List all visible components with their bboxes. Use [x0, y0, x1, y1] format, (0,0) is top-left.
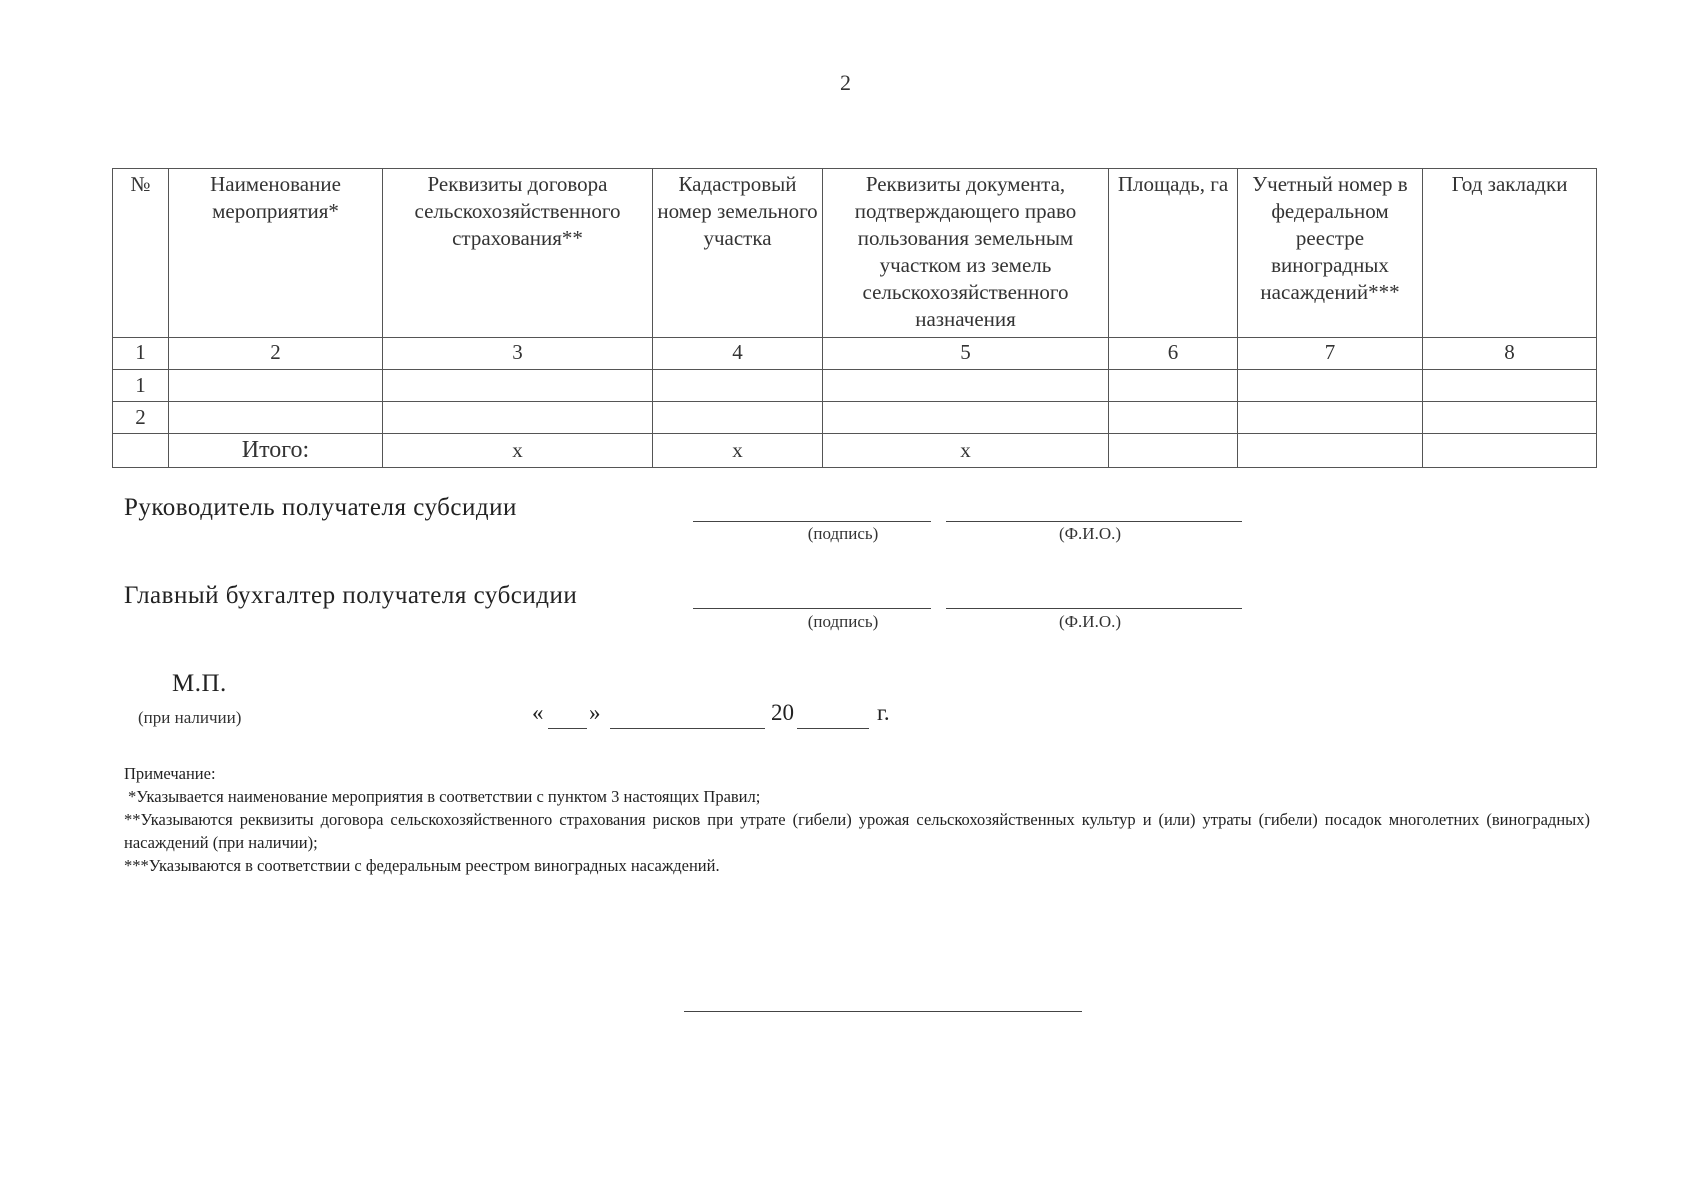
- table-cell: [383, 402, 653, 434]
- column-number-cell: 6: [1109, 338, 1238, 370]
- date-day-line[interactable]: [548, 728, 587, 729]
- head-name-caption: (Ф.И.О.): [1058, 524, 1122, 543]
- date-month-line[interactable]: [610, 728, 765, 729]
- header-cell: Реквизиты договора сельскохозяйственного страхования**: [383, 169, 653, 338]
- total-cell: [1423, 434, 1597, 468]
- date-year-line[interactable]: [797, 728, 869, 729]
- note-item: **Указываются реквизиты договора сельскохозяйственного страхования рисков при утрате (гибели) урожая сельскохозяйственных культур и (или) утраты (гибели) посадок многолетних (виноградных) насаждений (при наличии);: [124, 810, 1590, 852]
- header-cell: Реквизиты документа, подтверждающего право пользования земельным участком из земель сельскохозяйственного назначения: [823, 169, 1109, 338]
- header-cell: Год закладки: [1423, 169, 1597, 338]
- row-number-cell: 1: [113, 370, 169, 402]
- subsidy-table: [112, 168, 1597, 468]
- row-number-cell: 2: [113, 402, 169, 434]
- table-cell: [1238, 370, 1423, 402]
- stamp-label: М.П.: [172, 670, 227, 697]
- column-number-cell: 2: [169, 338, 383, 370]
- head-signature-caption: (подпись): [807, 524, 879, 543]
- note-item: *Указывается наименование мероприятия в соответствии с пунктом 3 настоящих Правил;: [128, 787, 761, 806]
- notes-heading: Примечание:: [124, 764, 216, 783]
- column-number-cell: 3: [383, 338, 653, 370]
- table-row: [113, 370, 1597, 402]
- table-header-row: [113, 169, 1597, 338]
- head-signature-title: Руководитель получателя субсидии: [124, 494, 517, 521]
- head-name-line[interactable]: [946, 521, 1242, 522]
- table-cell: [1109, 370, 1238, 402]
- accountant-name-caption: (Ф.И.О.): [1058, 612, 1122, 631]
- date-open-quote: «: [532, 700, 544, 725]
- table-cell: [169, 402, 383, 434]
- table-cell: [383, 370, 653, 402]
- header-cell: Наименование мероприятия*: [169, 169, 383, 338]
- notes-block: [124, 762, 1590, 877]
- head-signature-line[interactable]: [693, 521, 931, 522]
- total-cell: [113, 434, 169, 468]
- accountant-signature-line[interactable]: [693, 608, 931, 609]
- table-cell: [1109, 402, 1238, 434]
- table-cell: [1423, 402, 1597, 434]
- accountant-signature-title: Главный бухгалтер получателя субсидии: [124, 582, 578, 609]
- total-cell: x: [383, 434, 653, 468]
- table-cell: [653, 402, 823, 434]
- table-cell: [169, 370, 383, 402]
- date-year-suffix: г.: [877, 700, 890, 725]
- page-number: 2: [840, 70, 851, 95]
- column-number-cell: 8: [1423, 338, 1597, 370]
- table-cell: [823, 370, 1109, 402]
- header-cell: Учетный номер в федеральном реестре виноградных насаждений***: [1238, 169, 1423, 338]
- header-cell: №: [113, 169, 169, 338]
- column-number-cell: 4: [653, 338, 823, 370]
- date-close-quote: »: [589, 700, 601, 725]
- stamp-caption: (при наличии): [138, 708, 242, 727]
- accountant-signature-caption: (подпись): [807, 612, 879, 631]
- accountant-name-line[interactable]: [946, 608, 1242, 609]
- table-row: [113, 402, 1597, 434]
- total-row: [113, 434, 1597, 468]
- total-cell: x: [823, 434, 1109, 468]
- table-cell: [1423, 370, 1597, 402]
- table-cell: [653, 370, 823, 402]
- date-year-prefix: 20: [771, 700, 794, 725]
- total-label: Итого:: [169, 434, 383, 468]
- table-cell: [823, 402, 1109, 434]
- column-number-cell: 1: [113, 338, 169, 370]
- bottom-divider: [684, 1011, 1082, 1012]
- table-cell: [1238, 402, 1423, 434]
- column-number-cell: 5: [823, 338, 1109, 370]
- header-cell: Площадь, га: [1109, 169, 1238, 338]
- note-item: ***Указываются в соответствии с федеральным реестром виноградных насаждений.: [124, 856, 720, 875]
- column-number-row: [113, 338, 1597, 370]
- total-cell: [1109, 434, 1238, 468]
- total-cell: [1238, 434, 1423, 468]
- column-number-cell: 7: [1238, 338, 1423, 370]
- total-cell: x: [653, 434, 823, 468]
- header-cell: Кадастровый номер земельного участка: [653, 169, 823, 338]
